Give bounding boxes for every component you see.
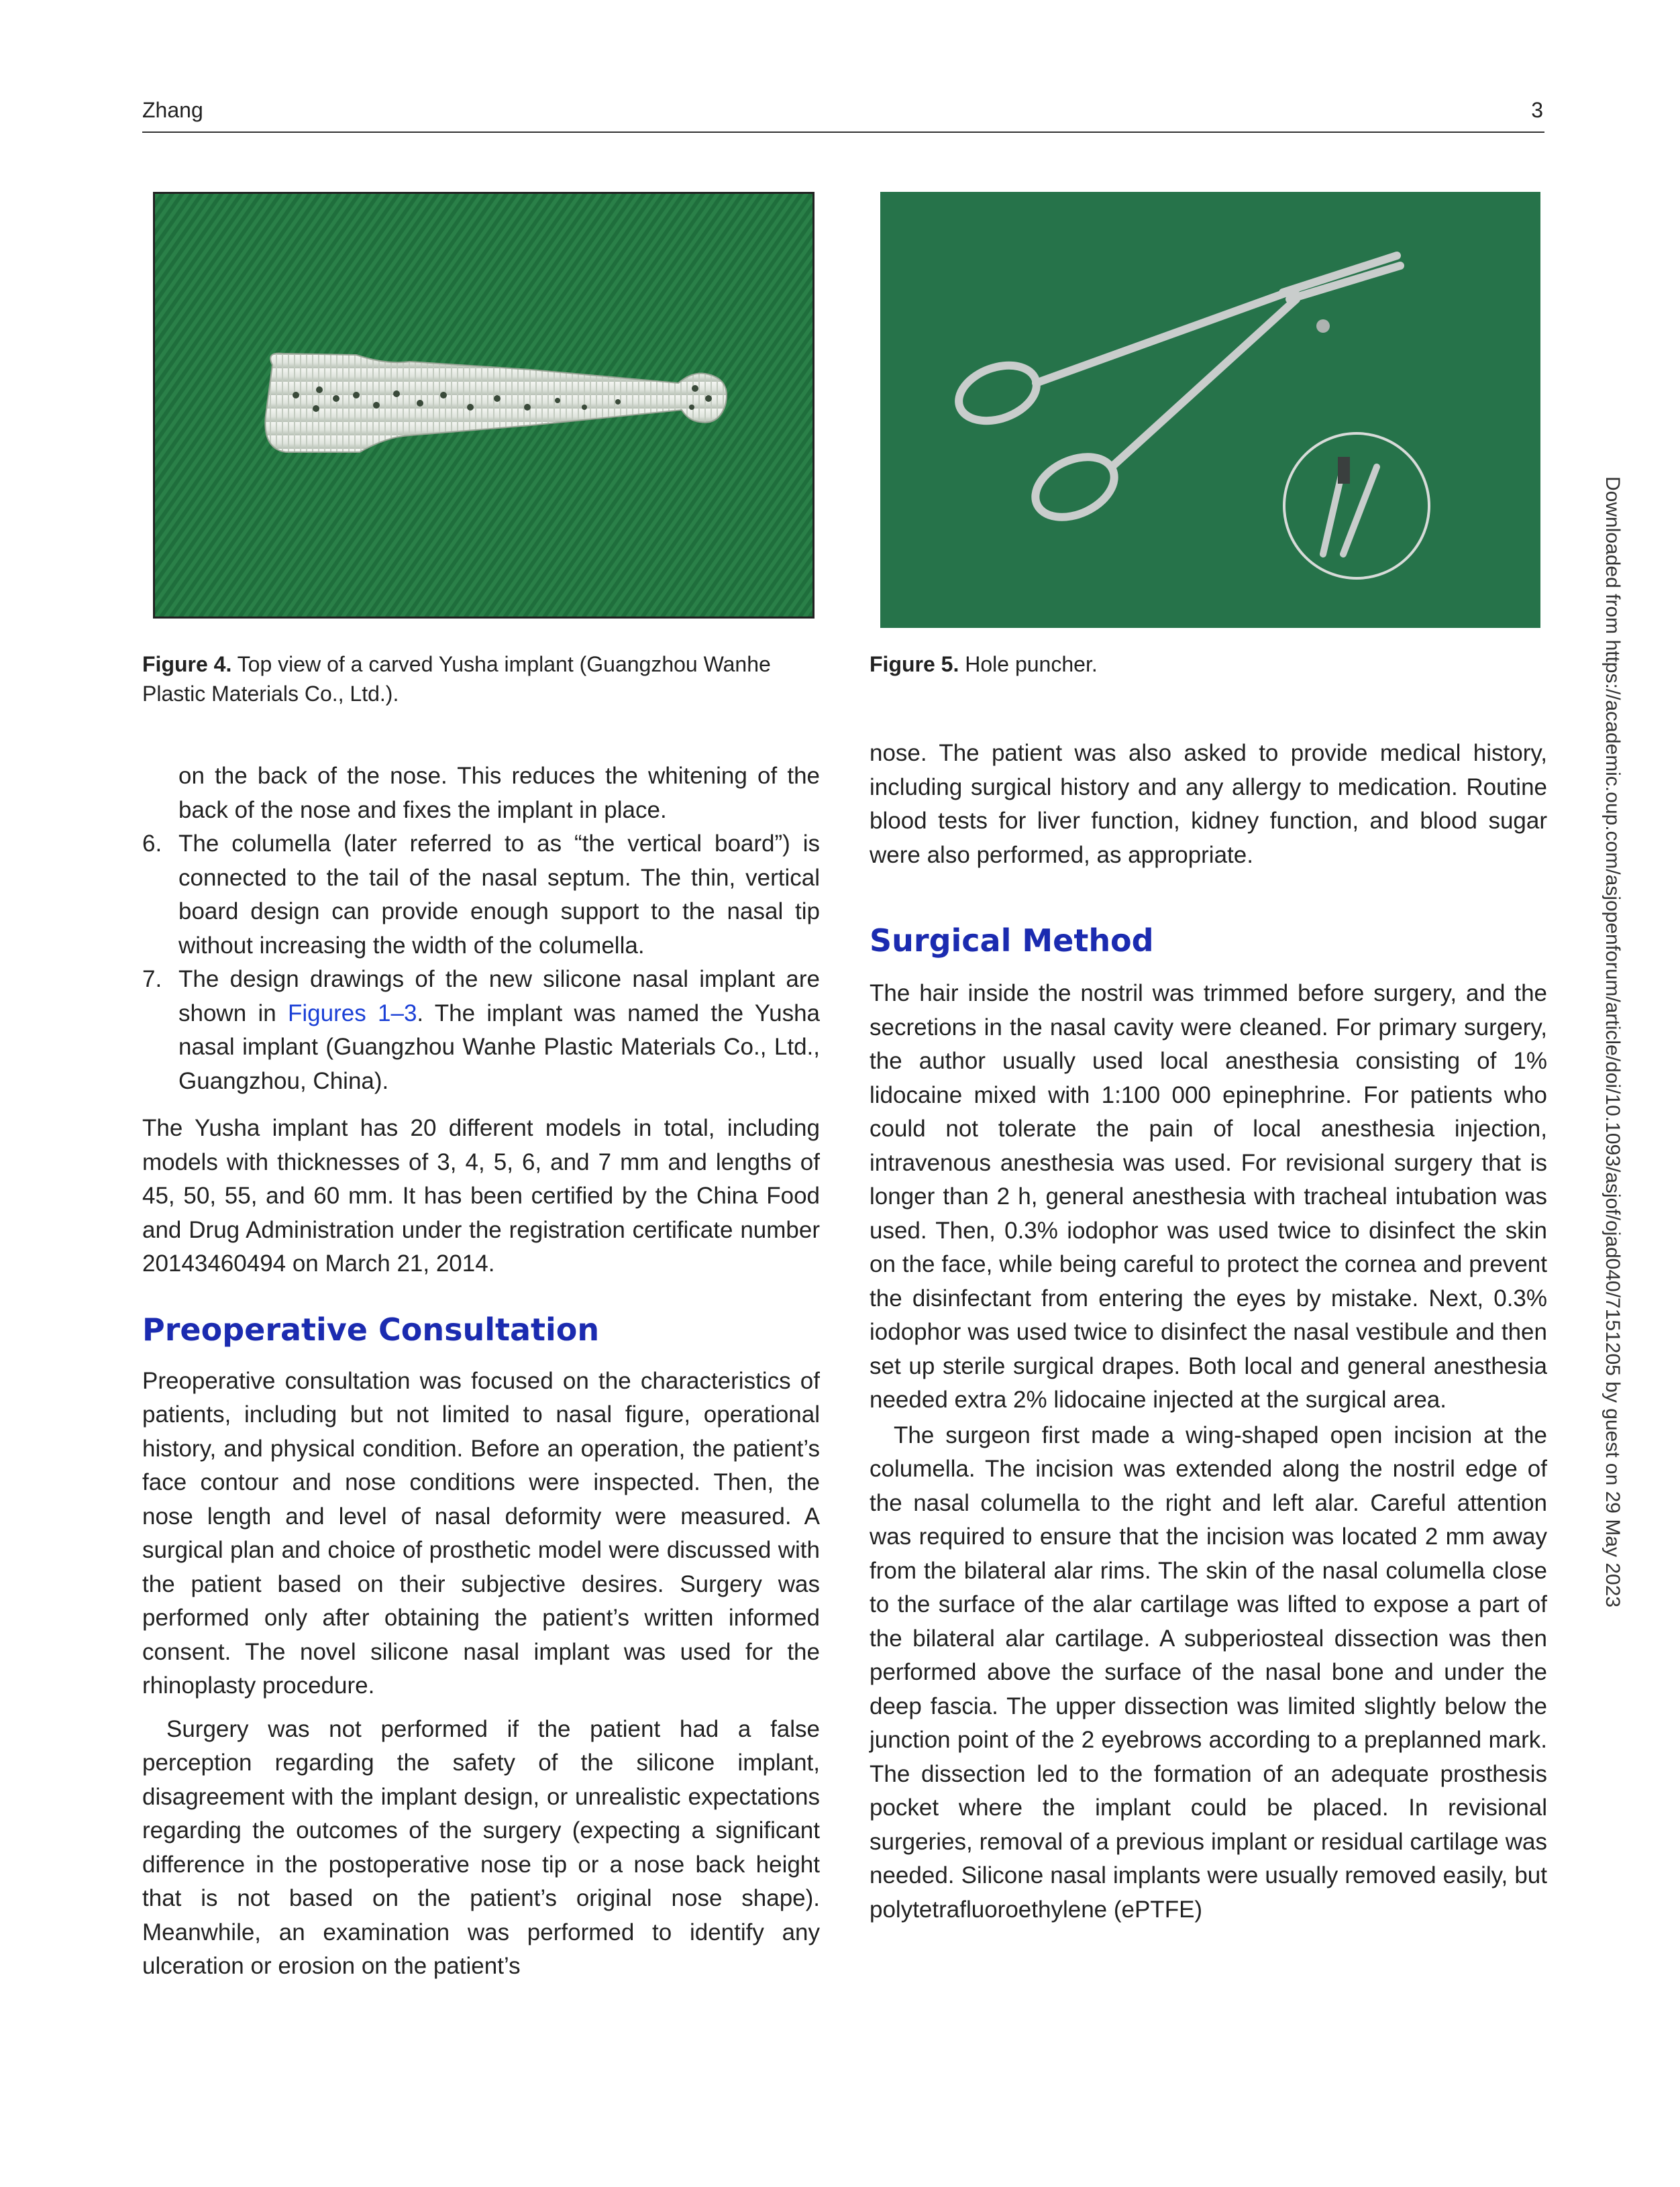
figure-5-image [880,192,1540,628]
paragraph: The surgeon first made a wing-shaped open incision at the columella. The incision was extended along the nostril edge of the nasal columella to the right and left alar. Careful attention was required to ensure that the incision was located 2 mm away from the bilateral alar rims. The skin of the nasal columella close to the surface of the alar cartilage was lifted to expose a part of the bilateral alar cartilage. A subperiosteal dissection was then performed above the surface of the nasal bone and under the deep fascia. The upper dissection was limited slightly below the junction point of the 2 eyebrows according to a preplanned mark. The dissection led to the formation of an adequate prosthesis pocket where the implant could be placed. In revisional surgeries, removal of a previous implant or residual cartilage was needed. Silicone nasal implants were usually removed easily, but polytetrafluoroethylene (ePTFE) [870,1422,1547,1923]
list-item-text: on the back of the nose. This reduces the whitening of the back of the nose and fixes the implant in place. [178,763,820,823]
list-item-text: The design drawings of the new silicone nasal implant are shown in [178,966,820,1026]
paragraph: The hair inside the nostril was trimmed before surgery, and the secretions in the nasal cavity were cleaned. For primary surgery, the author usually used local anesthesia consisting of 1% lidocaine mixed with 1:100 000 epinephrine. For patients who could not tolerate the pain of local anesthesia injection, intravenous anesthesia was used. For revisional surgery that is longer than 2 h, general anesthesia with tracheal intubation was used. Then, 0.3% iodophor was used twice to disinfect the skin on the face, while being careful to protect the cornea and prevent the disinfectant from entering the eyes by mistake. Next, 0.3% iodophor was used twice to disinfect the nasal vestibule and then set up sterile surgical drapes. Both local and general anesthesia needed extra 2% lidocaine injected at the surgical area. [870,980,1547,1413]
figures-link[interactable]: Figures 1–3 [288,1000,417,1026]
paragraph: The Yusha implant has 20 different models in total, including models with thicknesses of 3, 4, 5, 6, and 7 mm and lengths of 45, 50, 55, and 60 mm. It has been certified by the China Food and Drug Administration under the registration certificate number 20143460494 on March 21, 2014. [142,1115,820,1277]
list-item-text: . The implant was named the Yusha nasal implant (Guangzhou Wanhe Plastic Materials Co., Ltd., Guangzhou, China). [178,1000,821,1094]
figure-4-image [153,192,815,619]
running-head-author: Zhang [142,98,203,122]
page-number: 3 [1531,98,1543,122]
download-watermark: Downloaded from https://academic.oup.com/asjopenforum/article/doi/10.1093/asjof/ojad040/7151205 by guest on 29 May 2023 [1602,476,1624,1608]
figure-5-caption-text: Hole puncher. [965,652,1098,676]
figure-4-caption-text: Top view of a carved Yusha implant (Guangzhou Wanhe Plastic Materials Co., Ltd.). [142,652,771,706]
list-item-6 [142,827,820,963]
paragraph: nose. The patient was also asked to provide medical history, including surgical history and any allergy to medication. Routine blood tests for liver function, kidney function, and blood sugar were also performed, as appropriate. [870,740,1547,868]
figure-4-label: Figure 4. [142,652,232,676]
list-item-text: The columella (later referred to as “the vertical board”) is connected to the tail of the nasal septum. The thin, vertical board design can provide enough support to the nasal tip without increasing the width of the columella. [178,831,820,959]
right-column [870,737,1547,1927]
list-number: 7. [142,966,162,992]
left-column [142,759,820,1984]
implant-photo [155,194,812,617]
figure-5-caption [870,649,1540,679]
paragraph: Preoperative consultation was focused on the characteristics of patients, including but not limited to nasal figure, operational history, and physical condition. Before an operation, the patient’s face contour and nose conditions were inspected. Then, the nose length and level of nasal deformity were measured. A surgical plan and choice of prosthetic model were discussed with the patient based on their subjective desires. Surgery was performed only after obtaining the patient’s written informed consent. The novel silicone nasal implant was used for the rhinoplasty procedure. [142,1367,820,1699]
header-rule [142,131,1544,133]
hole-puncher-photo [880,192,1540,628]
section-heading-surgical-method: Surgical Method [870,922,1154,959]
list-item-5-continued [142,759,820,827]
paragraph: Surgery was not performed if the patient had a false perception regarding the safety of the silicone implant, disagreement with the implant design, or unrealistic expectations regarding the outcomes of the surgery (expecting a significant difference in the postoperative nose tip or a nose back height that is not based on the patient’s original nose shape). Meanwhile, an examination was performed to identify any ulceration or erosion on the patient’s [142,1715,820,1979]
list-item-7 [142,963,820,1098]
design-list [142,759,820,1098]
figure-5-label: Figure 5. [870,652,959,676]
list-number: 6. [142,831,162,857]
section-heading-preoperative: Preoperative Consultation [142,1311,600,1348]
figure-4-caption [142,649,813,708]
